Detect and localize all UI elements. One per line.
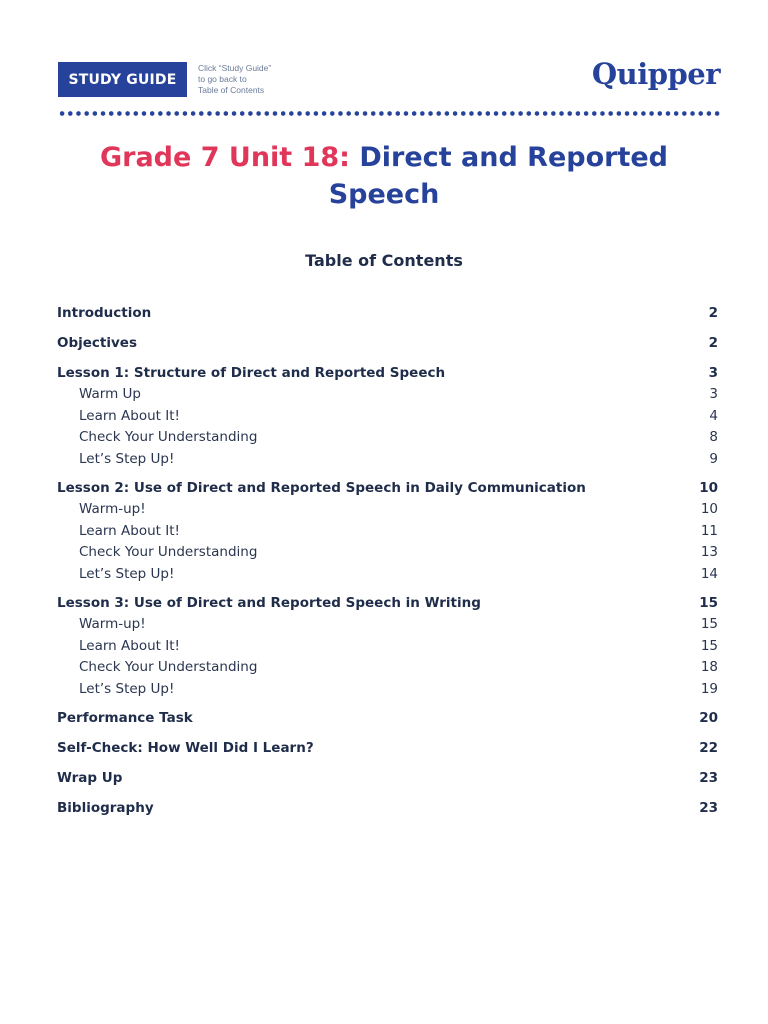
toc-entry-page: 15	[699, 595, 718, 611]
toc-entry-label: Warm-up!	[79, 501, 146, 517]
toc-entry-label: Check Your Understanding	[79, 429, 258, 445]
toc-entry-label: Warm Up	[79, 386, 141, 402]
toc-entry[interactable]	[57, 333, 718, 354]
toc-entry-page: 14	[700, 565, 718, 582]
toc-subentry[interactable]	[57, 449, 718, 471]
toc-entry-page: 13	[700, 544, 718, 560]
page-header	[58, 57, 720, 101]
toc-subentry[interactable]	[57, 384, 718, 406]
hint-line-2: to go back to	[198, 74, 247, 84]
toc-entry-page: 15	[700, 616, 718, 632]
title-topic: Direct and Reported	[359, 142, 669, 173]
toc-entry-page: 8	[709, 429, 718, 445]
quipper-logo: Quipper	[591, 57, 720, 91]
toc-entry[interactable]	[57, 768, 718, 789]
toc-entry-label: Learn About It!	[79, 522, 180, 539]
toc-entry[interactable]	[57, 303, 718, 324]
toc-entry-page: 3	[709, 386, 718, 402]
toc-entry-page: 11	[700, 522, 718, 539]
toc-entry-label: Learn About It!	[79, 637, 180, 654]
toc-entry-label: Let’s Step Up!	[79, 680, 175, 697]
toc-subentry[interactable]	[57, 564, 718, 586]
hint-line-1: Click “Study Guide”	[198, 63, 272, 73]
toc-entry-label: Lesson 2: Use of Direct and Reported Speech in Daily Communication	[57, 480, 586, 496]
toc-entry-label: Performance Task	[57, 710, 193, 726]
toc-entry-label: Warm-up!	[79, 616, 146, 632]
toc-entry-label: Let’s Step Up!	[79, 450, 175, 467]
toc-entry-page: 10	[699, 480, 718, 496]
toc-entry[interactable]	[57, 478, 718, 499]
toc-subentry[interactable]	[57, 427, 718, 449]
toc-entry-page: 3	[708, 365, 718, 381]
toc-entry-page: 9	[709, 450, 718, 467]
toc-subentry[interactable]	[57, 636, 718, 658]
toc-subentry[interactable]	[57, 542, 718, 564]
study-guide-hint	[198, 63, 308, 96]
title-topic-line-2: Speech	[328, 179, 440, 210]
toc-entry-page: 2	[708, 335, 718, 351]
toc-entry-page: 10	[700, 501, 718, 517]
toc-entry-label: Check Your Understanding	[79, 544, 258, 560]
toc-entry-page: 23	[699, 800, 718, 816]
toc-entry-page: 23	[699, 770, 718, 786]
toc-subentry[interactable]	[57, 499, 718, 521]
toc-entry[interactable]	[57, 593, 718, 614]
dotted-divider	[58, 111, 720, 116]
toc-entry-label: Check Your Understanding	[79, 659, 258, 675]
toc-entry-page: 22	[699, 740, 718, 756]
toc-entry-label: Bibliography	[57, 800, 154, 816]
toc-subentry[interactable]	[57, 406, 718, 428]
toc-entry-page: 15	[700, 637, 718, 654]
page-title	[0, 139, 768, 213]
study-guide-button[interactable]: STUDY GUIDE	[58, 62, 187, 97]
toc-heading: Table of Contents	[305, 251, 463, 270]
title-grade-unit: Grade 7 Unit 18:	[99, 142, 350, 173]
toc-subentry[interactable]	[57, 614, 718, 636]
table-of-contents	[57, 303, 718, 819]
hint-line-3: Table of Contents	[198, 85, 265, 95]
toc-subentry[interactable]	[57, 657, 718, 679]
toc-entry[interactable]	[57, 363, 718, 384]
toc-entry[interactable]	[57, 738, 718, 759]
toc-entry-label: Lesson 3: Use of Direct and Reported Speech in Writing	[57, 595, 481, 611]
toc-entry-label: Self-Check: How Well Did I Learn?	[57, 740, 314, 756]
toc-entry-label: Let’s Step Up!	[79, 565, 175, 582]
toc-entry-label: Wrap Up	[57, 770, 123, 786]
toc-entry-label: Introduction	[57, 305, 152, 321]
toc-entry-page: 19	[700, 680, 718, 697]
toc-entry-page: 18	[700, 659, 718, 675]
toc-entry[interactable]	[57, 708, 718, 729]
toc-entry-label: Objectives	[57, 335, 137, 351]
toc-entry-page: 20	[699, 710, 718, 726]
toc-entry-page: 2	[708, 305, 718, 321]
toc-subentry[interactable]	[57, 521, 718, 543]
toc-entry-label: Lesson 1: Structure of Direct and Reported Speech	[57, 365, 446, 381]
toc-entry-page: 4	[709, 407, 718, 424]
toc-entry-label: Learn About It!	[79, 407, 180, 424]
toc-subentry[interactable]	[57, 679, 718, 701]
toc-entry[interactable]	[57, 798, 718, 819]
